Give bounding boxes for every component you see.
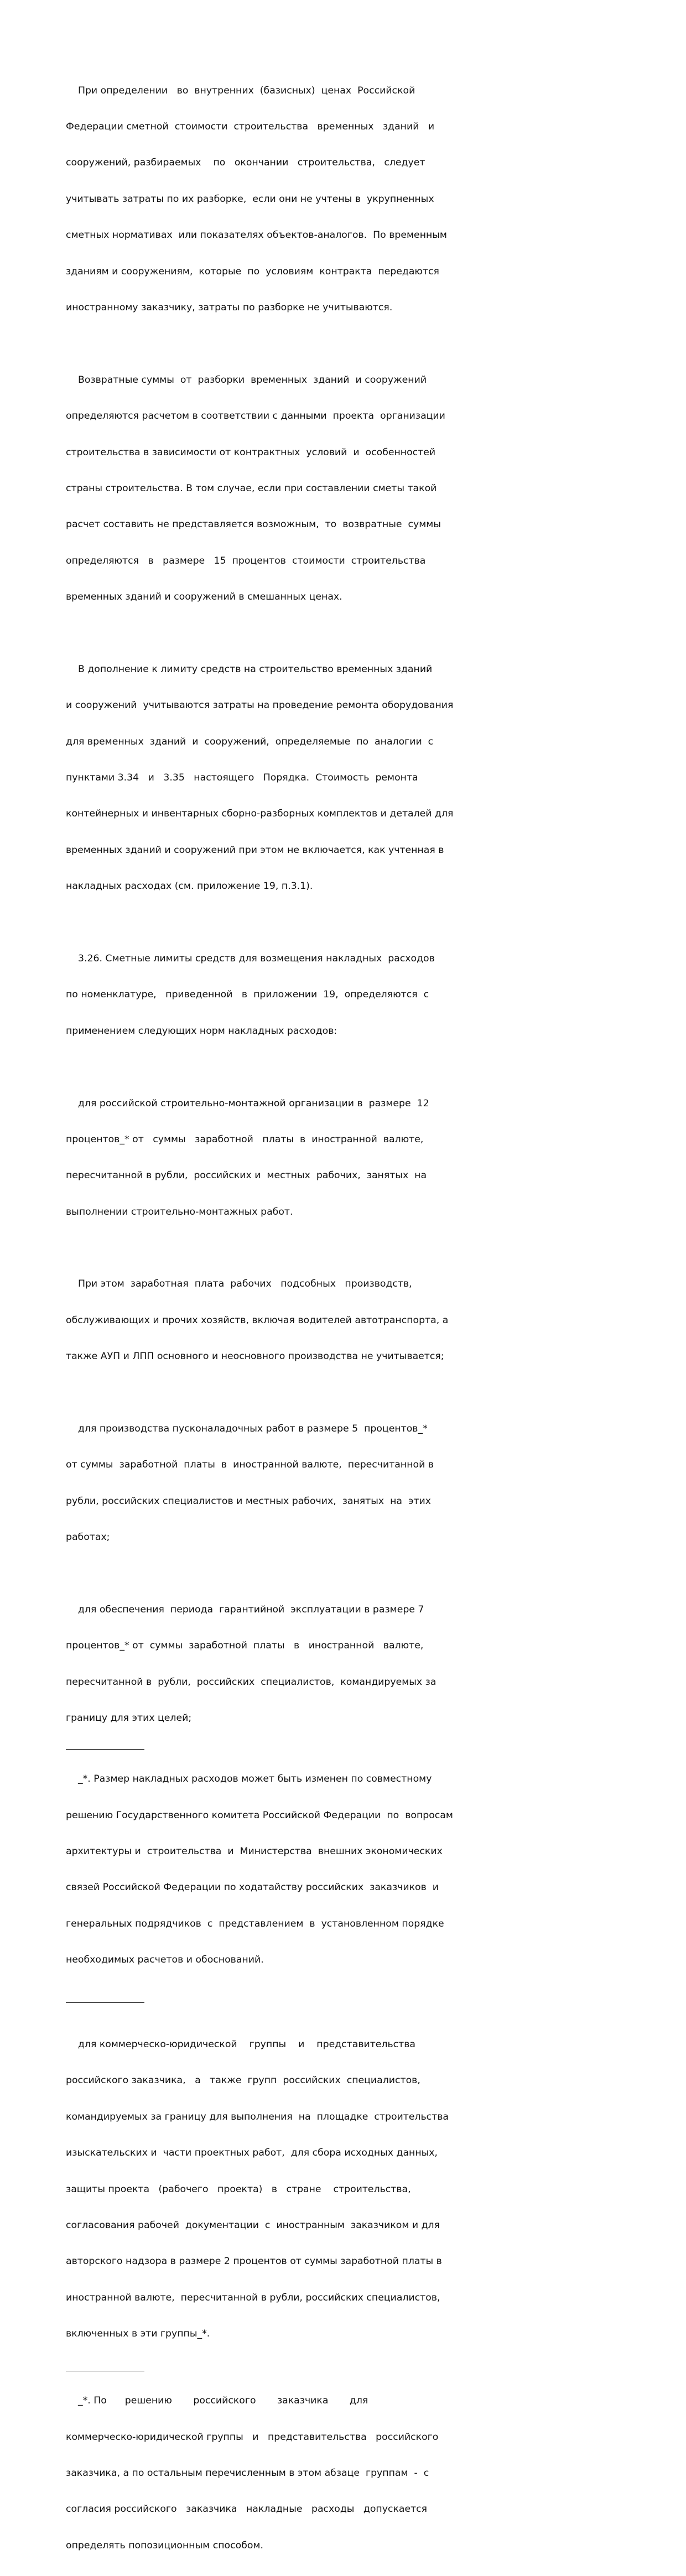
text-line: сооружений, разбираемых по окончании строительства, следует (66, 157, 425, 169)
paragraph-equipment-repair (66, 639, 492, 917)
text-line: расчет составить не представляется возможным, то возвратные суммы (66, 519, 441, 530)
text-line: командируемых за границу для выполнения на площадке строительства (66, 2111, 449, 2122)
text-line: временных зданий и сооружений при этом не включается, как учтенная в (66, 844, 444, 856)
text-line: границу для этих целей; (66, 1713, 192, 1724)
text-line: При определении во внутренних (базисных) ценах Российской (66, 85, 415, 96)
text-line: авторского надзора в размере 2 процентов от суммы заработной платы в (66, 2256, 442, 2267)
text-line: 3.26. Сметные лимиты средств для возмещения накладных расходов (66, 953, 435, 964)
text-line: решению Государственного комитета Российской Федерации по вопросам (66, 1809, 453, 1821)
text-line: и сооружений учитываются затраты на проведение ремонта оборудования (66, 700, 454, 711)
text-line: контейнерных и инвентарных сборно-разборных комплектов и деталей для (66, 808, 454, 820)
text-line: коммерческо-юридической группы и представительства российского (66, 2431, 439, 2443)
text-line: связей Российской Федерации по ходатайству российских заказчиков и (66, 1882, 439, 1893)
text-line: также АУП и ЛПП основного и неосновного производства не учитывается; (66, 1351, 444, 1362)
footnote-overhead-change (66, 1750, 492, 1991)
footnote-separator (66, 2002, 144, 2003)
text-line: временных зданий и сооружений в смешанных ценах. (66, 591, 342, 603)
text-line: пересчитанной в рубли, российских и местных рабочих, занятых на (66, 1170, 427, 1182)
text-line: выполнении строительно-монтажных работ. (66, 1206, 293, 1217)
paragraph-returnable-sums (66, 350, 492, 627)
text-line: для российской строительно-монтажной организации в размере 12 (66, 1097, 429, 1109)
text-line: по номенклатуре, приведенной в приложении 19, определяются с (66, 989, 429, 1001)
text-line: заказчика, а по остальным перечисленным в этом абзаце группам - с (66, 2467, 429, 2479)
text-line: сметных нормативах или показателях объектов-аналогов. По временным (66, 230, 447, 241)
text-line: рубли, российских специалистов и местных рабочих, занятых на этих (66, 1495, 431, 1507)
text-line: При этом заработная плата рабочих подсобных производств, (66, 1278, 412, 1290)
text-line: для временных зданий и сооружений, определяемые по аналогии с (66, 736, 434, 747)
text-line: процентов_* от суммы заработной платы в иностранной валюте, (66, 1640, 424, 1652)
text-line: согласования рабочей документации с иностранным заказчиком и для (66, 2220, 440, 2231)
text-line: _*. Размер накладных расходов может быть изменен по совместному (66, 1773, 432, 1785)
text-line: Возвратные суммы от разборки временных зданий и сооружений (66, 374, 427, 386)
text-line: обслуживающих и прочих хозяйств, включая водителей автотранспорта, а (66, 1314, 449, 1326)
paragraph-temporary-buildings-dismantling (66, 61, 492, 338)
paragraph-construction-organization-rate (66, 1074, 492, 1242)
text-line: зданиям и сооружениям, которые по условиям контракта передаются (66, 266, 439, 277)
text-line: иностранной валюте, пересчитанной в рубли, российских специалистов, (66, 2292, 440, 2303)
text-line: необходимых расчетов и обоснований. (66, 1954, 264, 1966)
text-line: для обеспечения периода гарантийной эксплуатации в размере 7 (66, 1604, 424, 1615)
text-line: иностранному заказчику, затраты по разборке не учитываются. (66, 301, 393, 313)
text-line: работах; (66, 1532, 110, 1543)
document-page (66, 61, 492, 2576)
text-line: генеральных подрядчиков с представлением в установленном порядке (66, 1918, 444, 1929)
text-line: от суммы заработной платы в иностранной валюте, пересчитанной в (66, 1459, 434, 1471)
paragraph-warranty-rate (66, 1580, 492, 1748)
text-line: изыскательских и части проектных работ, для сбора исходных данных, (66, 2147, 438, 2159)
text-line: применением следующих норм накладных расходов: (66, 1025, 337, 1037)
text-line: определять попозиционным способом. (66, 2539, 263, 2551)
paragraph-commissioning-rate (66, 1399, 492, 1568)
text-line: определяются в размере 15 процентов стоимости строительства (66, 555, 426, 566)
text-line: согласия российского заказчика накладные расходы допускается (66, 2504, 428, 2515)
text-line: процентов_* от суммы заработной платы в иностранной валюте, (66, 1133, 424, 1145)
text-line: защиты проекта (рабочего проекта) в стране строительства, (66, 2183, 411, 2195)
text-line: Федерации сметной стоимости строительства временных зданий и (66, 121, 435, 132)
text-line: пунктами 3.34 и 3.35 настоящего Порядка. Стоимость ремонта (66, 772, 418, 784)
text-line: для коммерческо-юридической группы и представительства (66, 2039, 416, 2051)
text-line: строительства в зависимости от контрактных условий и особенностей (66, 446, 436, 458)
paragraph-auxiliary-wages-excluded (66, 1255, 492, 1387)
text-line: учитывать затраты по их разборке, если они не учтены в укрупненных (66, 193, 434, 205)
text-line: пересчитанной в рубли, российских специалистов, командируемых за (66, 1676, 436, 1688)
text-line: страны строительства. В том случае, если при составлении сметы такой (66, 482, 437, 494)
text-line: включенных в эти группы_*. (66, 2328, 210, 2340)
text-line: В дополнение к лимиту средств на строительство временных зданий (66, 663, 433, 675)
text-line: _*. По решению российского заказчика для (66, 2395, 368, 2407)
text-line: для производства пусконаладочных работ в размере 5 процентов_* (66, 1423, 428, 1435)
paragraph-commercial-legal-group (66, 2015, 492, 2365)
text-line: определяются расчетом в соответствии с данными проекта организации (66, 410, 445, 422)
paragraph-section-3-26 (66, 929, 492, 1061)
text-line: российского заказчика, а также групп российских специалистов, (66, 2075, 420, 2086)
text-line: накладных расходах (см. приложение 19, п.3.1). (66, 881, 313, 892)
text-line: архитектуры и строительства и Министерства внешних экономических (66, 1845, 443, 1857)
spacer (66, 1991, 492, 2002)
footnote-positional-method (66, 2371, 492, 2576)
